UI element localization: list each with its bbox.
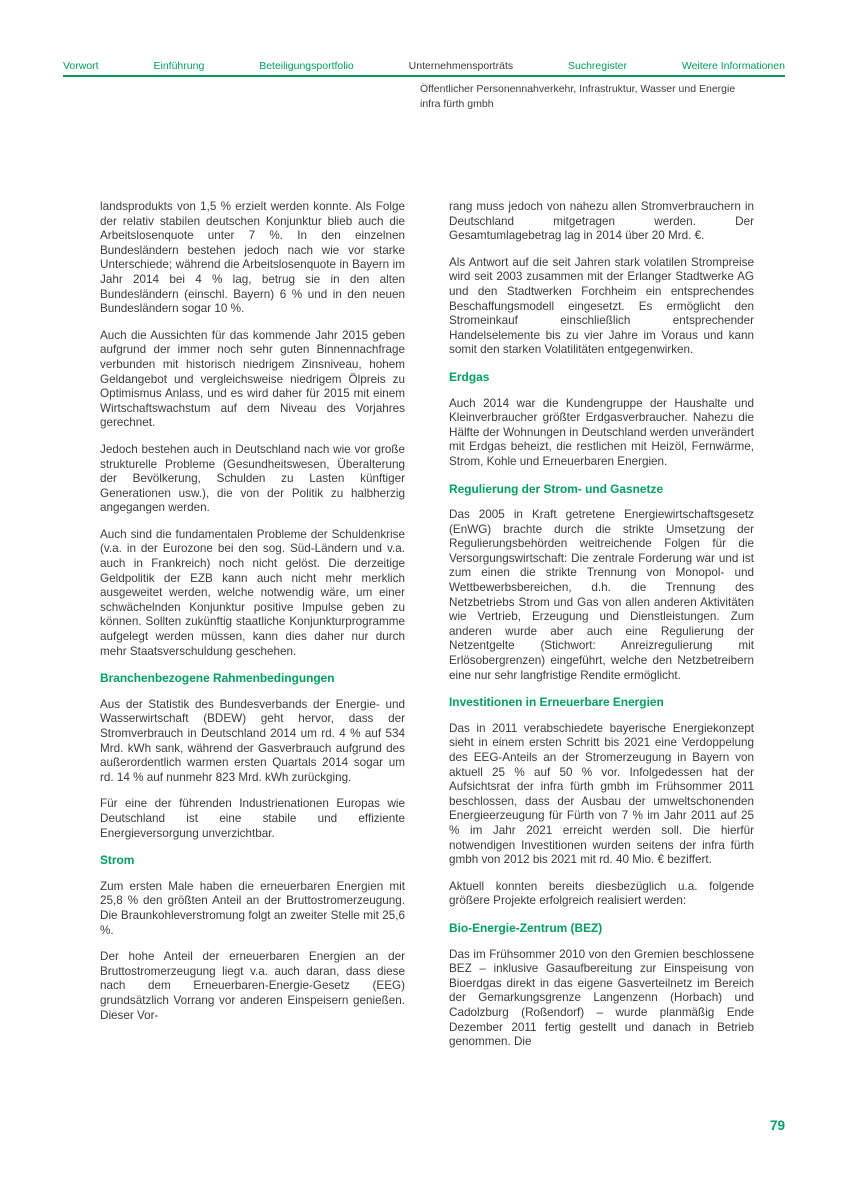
top-nav [63, 60, 785, 72]
paragraph: landsprodukts von 1,5 % erzielt werden konnte. Als Folge der relativ stabilen deutschen Konjunktur blieb auch die Arbeitslosenquote unter 7 %. In den einzelnen Bundesländern bestehen jedoch nach wie vor starke Unterschiede; während die Arbeitslosenquote in Bayern im Jahr 2014 bei 4 % lag, betrug sie in den alten Bundesländern (einschl. Bayern) 6 % und in den neuen Bundesländern sogar 10 %. [100, 200, 405, 316]
nav-item-einführung[interactable]: Einführung [153, 60, 205, 72]
nav-item-beteiligungsportfolio[interactable]: Beteiligungsportfolio [259, 60, 354, 72]
section-heading: Regulierung der Strom- und Gasnetze [449, 481, 664, 496]
paragraph: Das im Frühsommer 2010 von den Gremien beschlossene BEZ – inklusive Gasaufbereitung zur Einspeisung von Bioerdgas direkt in das eigene Gasverteilnetz im Bereich der Gemarkungsgrenze Langenzenn (Horbach) und Cadolzburg (Roßendorf) – wurde planmäßig Ende Dezember 2011 fertig gestellt und danach in Betrieb genommen. Die [449, 947, 754, 1049]
page-number: 79 [770, 1118, 786, 1133]
paragraph: Auch die Aussichten für das kommende Jahr 2015 geben aufgrund der immer noch sehr guten Binnennachfrage verbunden mit historisch niedrigem Zinsniveau, hohem Geldangebot und vergleichsweise niedrigem Ölpreis zu Optimismus Anlass, und es wird daher für 2015 mit einem Wirtschaftswachstum auf dem Niveau des Vorjahres gerechnet. [100, 328, 405, 430]
right-column [449, 200, 754, 1062]
nav-item-unternehmensporträts[interactable]: Unternehmensporträts [408, 60, 514, 72]
section-heading: Erdgas [449, 369, 490, 384]
paragraph: Das 2005 in Kraft getretene Energiewirtschaftsgesetz (EnWG) brachte durch die strikte Umsetzung der Regulierungsbehörden weitreichende Folgen für die Versorgungswirtschaft: Die zentrale Forderung war und ist zum einen die strikte Trennung von Monopol- und Wettbewerbsbereichen, d.h. die Trennung des Netzbetriebs Strom und Gas von allen anderen Aktivitäten wie Vertrieb, Erzeugung und Dienstleistungen. Zum anderen wurde aber auch eine Regulierung der Netzentgelte (Stichwort: Anreizregulierung mit Erlösobergrenzen) eingeführt, welche den Netzbetreibern eine nur sehr langfristige Rendite ermöglicht. [449, 508, 754, 682]
paragraph: Als Antwort auf die seit Jahren stark volatilen Strompreise wird seit 2003 zusammen mit der Erlanger Stadtwerke AG und den Stadtwerken Forchheim ein entsprechendes Beschaffungsmodell eingesetzt. Es ermöglicht den Stromeinkauf einschließlich entsprechender Handelselemente bis zu vier Jahre im Voraus und kann somit den starken Volatilitäten entgegenwirken. [449, 255, 754, 357]
paragraph: Der hohe Anteil der erneuerbaren Energien an der Bruttostromerzeugung liegt v.a. auch daran, dass diese nach dem Erneuerbaren-Energie-Gesetz (EEG) grundsätzlich Vorrang vor anderen Einspeisern genießen. Dieser Vor- [100, 950, 405, 1022]
paragraph: Auch sind die fundamentalen Probleme der Schuldenkrise (v.a. in der Eurozone bei den sog. Süd-Ländern und v.a. auch in Frankreich) noch nicht gelöst. Die derzeitige Geldpolitik der EZB kann auch nicht mehr merklich ausgeweitet werden, welche notwendig wäre, um einer schwächelnden Konjunktur positive Impulse geben zu können. Sollten zukünftig staatliche Konjunkturprogramme aufgelegt werden müssen, kann dies daher nur durch mehr Staatsverschuldung geschehen. [100, 527, 405, 658]
paragraph: Für eine der führenden Industrienationen Europas wie Deutschland ist eine stabile und effiziente Energieversorgung unverzichtbar. [100, 797, 405, 840]
breadcrumb [420, 82, 735, 112]
breadcrumb-company: infra fürth gmbh [420, 98, 494, 110]
breadcrumb-section: Öffentlicher Personennahverkehr, Infrastruktur, Wasser und Energie [420, 83, 736, 95]
header-divider [63, 75, 785, 77]
paragraph: Aus der Statistik des Bundesverbands der Energie- und Wasserwirtschaft (BDEW) geht hervor, dass der Stromverbrauch in Deutschland 2014 um rd. 4 % auf 534 Mrd. kWh sank, während der Gasverbrauch aufgrund des außerordentlich warmen ersten Quartals 2014 sogar um rd. 14 % auf nunmehr 823 Mrd. kWh zurückging. [100, 697, 405, 784]
paragraph: Aktuell konnten bereits diesbezüglich u.a. folgende größere Projekte erfolgreich realisiert werden: [449, 879, 754, 908]
nav-item-suchregister[interactable]: Suchregister [568, 60, 627, 72]
paragraph: Das in 2011 verabschiedete bayerische Energiekonzept sieht in einem ersten Schritt bis 2021 eine Verdoppelung des EEG-Anteils an der Stromerzeugung in Bayern von aktuell 25 % auf 50 % vor. Infolgedessen hat der Aufsichtsrat der infra fürth gmbh im Frühsommer 2011 beschlossen, dass der Ausbau der umweltschonenden Energieerzeugung für Fürth von 7 % im Jahr 2011 auf 25 % im Jahr 2021 erreicht werden soll. Die hierfür notwendigen Investitionen wurden seitens der infra fürth gmbh von 2012 bis 2021 mit rd. 40 Mio. € beziffert. [449, 721, 754, 867]
paragraph: Zum ersten Male haben die erneuerbaren Energien mit 25,8 % den größten Anteil an der Bruttostromerzeugung. Die Braunkohleverstromung folgt an zweiter Stelle mit 25,6 %. [100, 879, 405, 937]
paragraph: Auch 2014 war die Kundengruppe der Haushalte und Kleinverbraucher größter Erdgasverbraucher. Nahezu die Hälfte der Wohnungen in Deutschland werden unverändert mit Erdgas beheizt, die restlichen mit Heizöl, Fernwärme, Strom, Kohle und Erneuerbaren Energien. [449, 396, 754, 468]
nav-item-weitere-informationen[interactable]: Weitere Informationen [681, 60, 785, 72]
nav-item-vorwort[interactable]: Vorwort [63, 60, 99, 72]
section-heading: Bio-Energie-Zentrum (BEZ) [449, 920, 603, 935]
section-heading: Investitionen in Erneuerbare Energien [449, 695, 664, 710]
section-heading: Branchenbezogene Rahmenbedingungen [100, 671, 335, 686]
section-heading: Strom [100, 853, 135, 868]
paragraph: Jedoch bestehen auch in Deutschland nach wie vor große strukturelle Probleme (Gesundheitswesen, Überalterung der Bevölkerung, Schulden zu Lasten künftiger Generationen usw.), die von der Politik zu halbherzig angegangen werden. [100, 442, 405, 515]
left-column [100, 200, 405, 1062]
paragraph: rang muss jedoch von nahezu allen Stromverbrauchern in Deutschland mitgetragen werden. Der Gesamtumlagebetrag lag in 2014 über 20 Mrd. €. [449, 200, 754, 243]
body-columns [100, 200, 754, 1062]
